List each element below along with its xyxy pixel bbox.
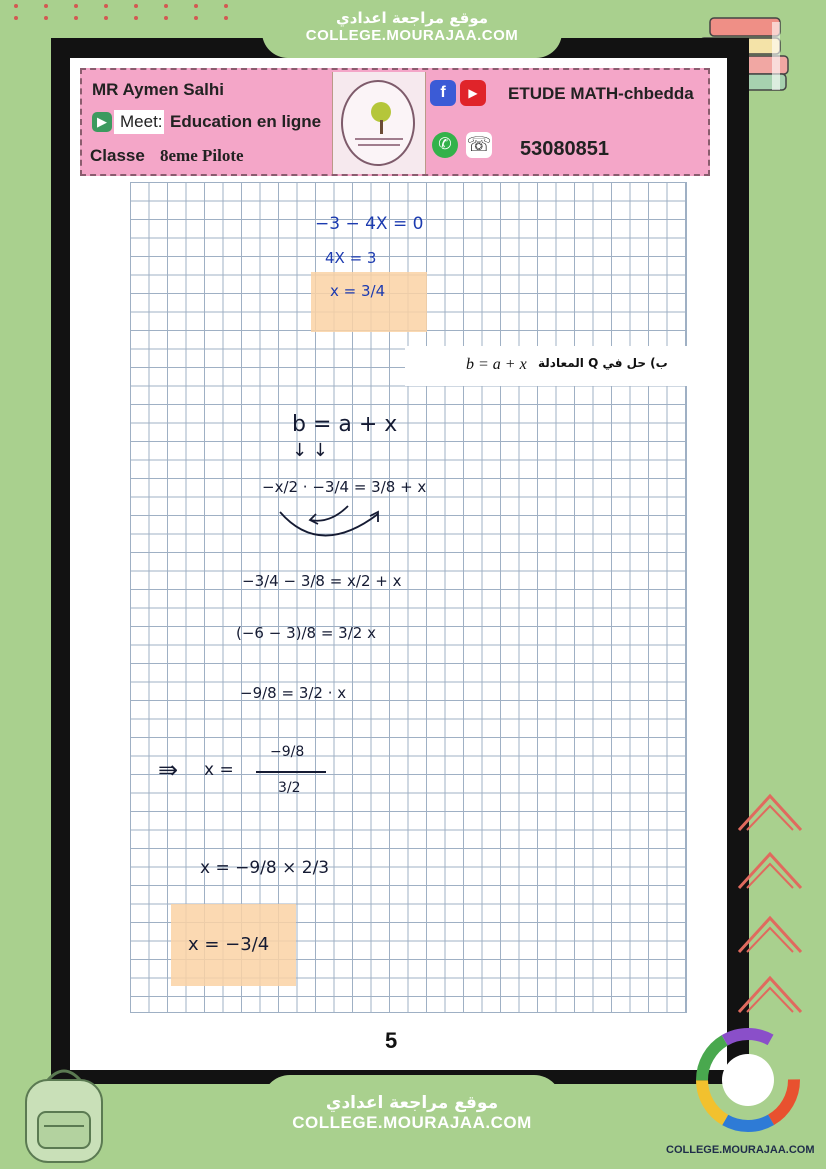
hw-step-3: −9/8 = 3/2 · x xyxy=(240,684,347,702)
meet-label: Meet: xyxy=(120,112,163,131)
hw-implies-arrow: ⇛ xyxy=(158,756,179,784)
top-site-url[interactable]: COLLEGE.MOURAJAA.COM xyxy=(305,27,519,44)
answer-highlight-1 xyxy=(311,272,427,332)
logo-seal xyxy=(341,80,415,166)
etude-label: ETUDE MATH-chbedda xyxy=(508,84,694,103)
hw-fraction-x: x = xyxy=(204,760,234,780)
bottom-site-banner[interactable] xyxy=(262,1075,562,1155)
hw-substitution: −x/2 · −3/4 = 3/8 + x xyxy=(262,478,427,496)
hw-line-3: x = 3/4 xyxy=(330,282,386,300)
printed-question-arabic: ب) حل في Q المعادلة xyxy=(538,356,668,370)
class-label: Classe xyxy=(90,146,145,165)
hw-step-1: −3/4 − 3/8 = x/2 + x xyxy=(242,572,402,590)
college-logo-icon xyxy=(693,1020,803,1138)
bottom-site-arabic: موقع مراجعة اعدادي xyxy=(325,1093,499,1113)
top-site-banner[interactable] xyxy=(262,0,562,58)
meet-value: Education en ligne xyxy=(170,112,322,131)
hw-fraction-denominator: 3/2 xyxy=(278,780,301,796)
meet-icon: ▶ xyxy=(92,112,112,132)
corner-site-url[interactable]: COLLEGE.MOURAJAA.COM xyxy=(666,1144,815,1156)
bottom-site-url[interactable]: COLLEGE.MOURAJAA.COM xyxy=(292,1113,532,1132)
hw-line-2: 4X = 3 xyxy=(325,249,377,267)
hw-curved-arrows xyxy=(270,500,390,550)
class-value: 8eme Pilote xyxy=(160,146,244,165)
hw-step-2: (−6 − 3)/8 = 3/2 x xyxy=(236,624,376,642)
logo-tree-icon xyxy=(371,102,391,122)
youtube-icon[interactable]: ▶ xyxy=(460,80,486,106)
hw-b-equation: b = a + x xyxy=(292,412,398,437)
decorative-dots xyxy=(14,4,246,20)
teacher-name: MR Aymen Salhi xyxy=(92,80,224,99)
chevron-up-icon xyxy=(735,790,805,834)
chevron-up-icon xyxy=(735,848,805,892)
top-site-arabic: موقع مراجعة اعدادي xyxy=(336,9,488,27)
facebook-icon[interactable]: f xyxy=(430,80,456,106)
chevron-up-icon xyxy=(735,972,805,1016)
school-logo xyxy=(332,72,426,174)
printed-equation: b = a + x xyxy=(466,356,527,373)
worksheet-header xyxy=(80,68,710,176)
backpack-icon xyxy=(14,1060,114,1165)
hw-fraction-numerator: −9/8 xyxy=(270,744,305,760)
whatsapp-icon[interactable]: ✆ xyxy=(432,132,458,158)
hw-line-1: −3 − 4X = 0 xyxy=(315,214,424,234)
phone-number: 53080851 xyxy=(520,138,609,160)
hw-final-answer: x = −3/4 xyxy=(188,934,270,955)
page-number: 5 xyxy=(385,1028,398,1053)
hw-fraction-bar xyxy=(256,771,326,773)
hw-multiplication: x = −9/8 × 2/3 xyxy=(200,858,330,878)
chevron-up-icon xyxy=(735,912,805,956)
hw-arrows: ↓ ↓ xyxy=(292,440,328,461)
phone-icon[interactable]: ☏ xyxy=(466,134,492,156)
